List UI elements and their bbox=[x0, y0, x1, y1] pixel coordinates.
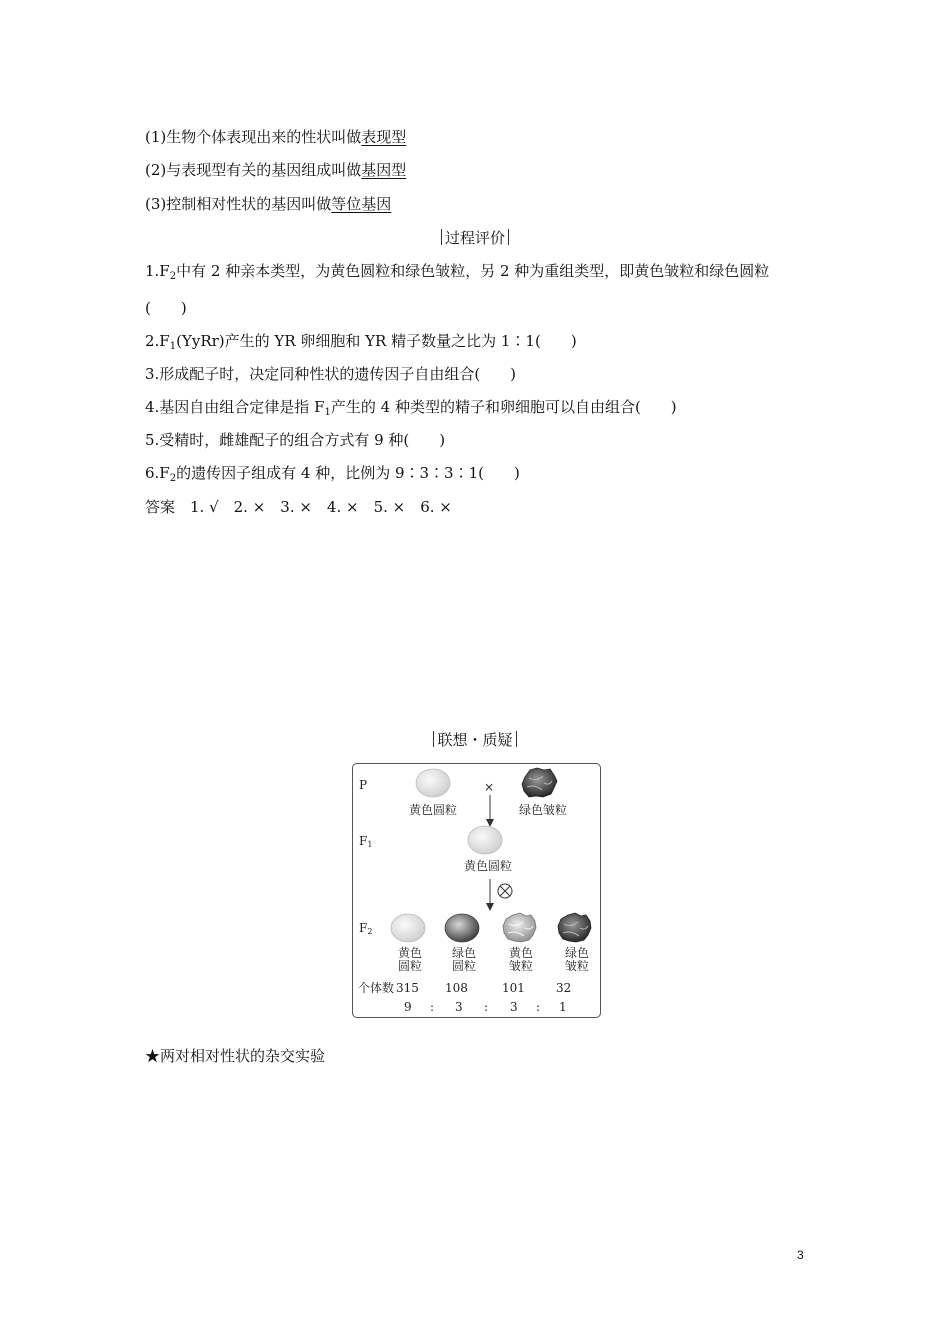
dihybrid-cross-figure bbox=[352, 763, 601, 1018]
term-line-3 bbox=[145, 194, 391, 214]
term-underlined: 基因型 bbox=[361, 161, 407, 179]
section-heading-process bbox=[0, 228, 950, 248]
question-4 bbox=[145, 397, 677, 423]
q4-text: 产生的 4 种类型的精子和卵细胞可以自由组合( ) bbox=[330, 398, 677, 416]
generation-f2-label: F2 bbox=[359, 921, 373, 936]
question-1-paren: ( ) bbox=[145, 299, 187, 317]
question-5: 5.受精时，雌雄配子的组合方式有 9 种( ) bbox=[145, 431, 446, 449]
q1-prefix: 1.F bbox=[145, 262, 170, 280]
q6-prefix: 6.F bbox=[145, 464, 170, 482]
yellow-round-seed-icon bbox=[416, 769, 450, 797]
cross-symbol: × bbox=[484, 780, 495, 794]
term-prefix: (2)与表现型有关的基因组成叫做 bbox=[145, 161, 362, 179]
q2-sub: 1 bbox=[169, 341, 177, 352]
ratio-value: 9 bbox=[404, 1000, 412, 1014]
q1-text: 中有 2 种亲本类型，为黄色圆粒和绿色皱粒，另 2 种为重组类型，即黄色皱粒和绿色圆粒 bbox=[176, 262, 770, 280]
f2-green-wrinkled-seed-icon bbox=[558, 913, 591, 942]
f1-yellow-round-seed-icon bbox=[468, 826, 502, 854]
q2-prefix: 2.F bbox=[145, 332, 170, 350]
question-6 bbox=[145, 463, 520, 489]
q6-sub: 2 bbox=[169, 473, 177, 484]
p-left-label: 黄色圆粒 bbox=[409, 803, 458, 817]
q1-sub: 2 bbox=[169, 271, 177, 282]
section-title: 联想・质疑 bbox=[437, 731, 513, 749]
generation-f1-label: F1 bbox=[359, 834, 373, 849]
ratio-value: 3 bbox=[510, 1000, 518, 1014]
question-3: 3.形成配子时，决定同种性状的遗传因子自由组合( ) bbox=[145, 365, 517, 383]
section-heading-think bbox=[0, 730, 950, 750]
section-title: 过程评价 bbox=[444, 229, 505, 247]
green-wrinkled-seed-icon bbox=[522, 768, 557, 797]
count-value: 32 bbox=[556, 981, 572, 995]
term-line-2 bbox=[145, 160, 406, 180]
page-number: 3 bbox=[797, 1248, 804, 1262]
q6-text: 的遗传因子组成有 4 种，比例为 9∶3∶3∶1( ) bbox=[176, 464, 520, 482]
q4-sub: 1 bbox=[324, 407, 331, 418]
answer-key: 答案 1. √ 2. × 3. × 4. × 5. × 6. × bbox=[145, 498, 452, 516]
term-prefix: (1)生物个体表现出来的性状叫做 bbox=[145, 128, 362, 146]
count-label: 个体数 bbox=[358, 981, 395, 995]
ratio-separator: : bbox=[484, 1000, 489, 1014]
term-underlined: 表现型 bbox=[361, 128, 407, 146]
count-value: 101 bbox=[502, 981, 525, 995]
f1-label: 黄色圆粒 bbox=[464, 859, 513, 873]
f2-yellow-round-seed-icon bbox=[391, 914, 425, 942]
p-right-label: 绿色皱粒 bbox=[519, 803, 568, 817]
q4-prefix: 4.基因自由组合定律是指 F bbox=[145, 398, 325, 416]
f2-label-1: 黄色 圆粒 bbox=[398, 946, 423, 973]
count-value: 315 bbox=[396, 981, 419, 995]
generation-p-label: P bbox=[359, 778, 368, 792]
ratio-value: 3 bbox=[455, 1000, 463, 1014]
question-1 bbox=[145, 261, 769, 287]
ratio-separator: : bbox=[536, 1000, 541, 1014]
f2-yellow-wrinkled-seed-icon bbox=[503, 913, 536, 942]
term-line-1 bbox=[145, 127, 406, 147]
term-underlined: 等位基因 bbox=[331, 195, 392, 213]
q2-text: (YyRr)产生的 YR 卵细胞和 YR 精子数量之比为 1∶1( ) bbox=[176, 332, 577, 350]
experiment-title: ★两对相对性状的杂交实验 bbox=[145, 1047, 326, 1065]
ratio-value: 1 bbox=[559, 1000, 567, 1014]
question-2 bbox=[145, 331, 577, 357]
f2-green-round-seed-icon bbox=[445, 914, 479, 942]
ratio-separator: : bbox=[430, 1000, 435, 1014]
count-value: 108 bbox=[445, 981, 468, 995]
term-prefix: (3)控制相对性状的基因叫做 bbox=[145, 195, 332, 213]
f2-label-2: 绿色 圆粒 bbox=[452, 946, 477, 973]
f2-label-4: 绿色 皱粒 bbox=[565, 946, 590, 973]
f2-label-3: 黄色 皱粒 bbox=[509, 946, 534, 973]
